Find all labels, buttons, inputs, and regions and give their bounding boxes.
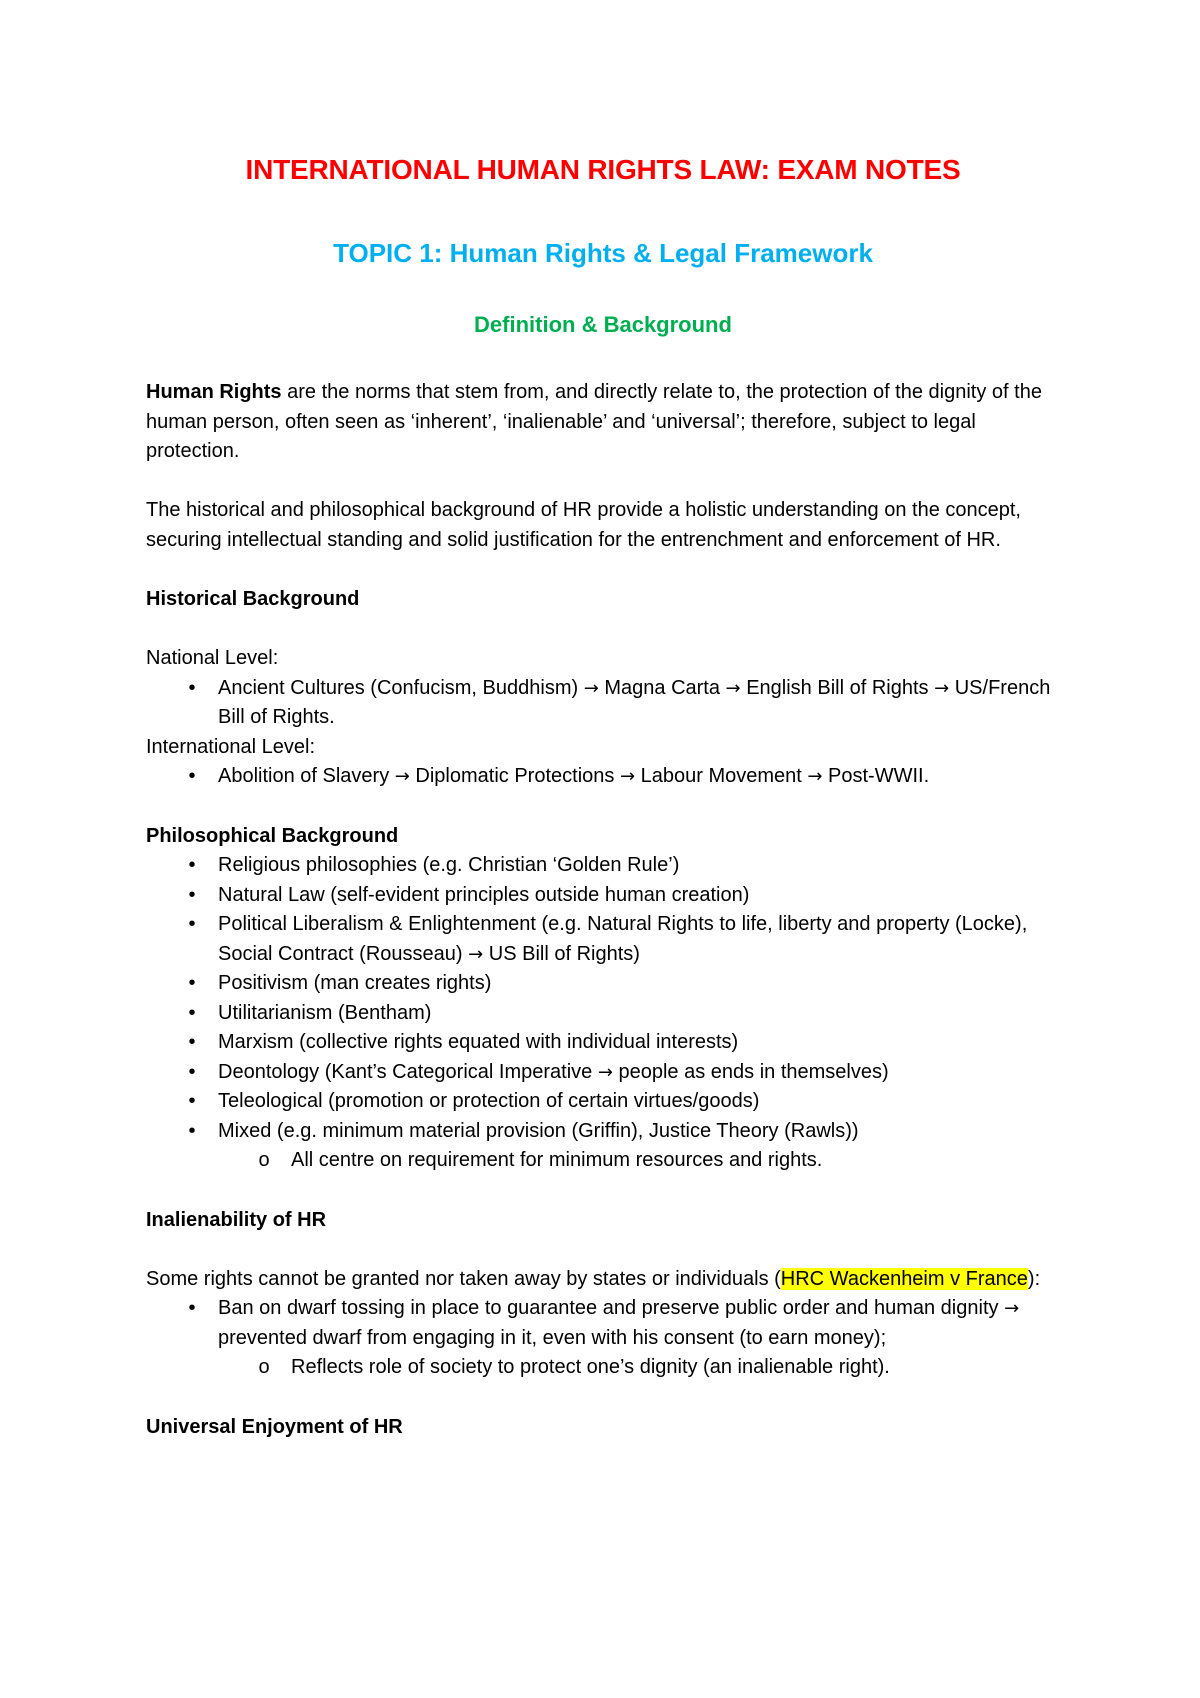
national-level-label: National Level: (146, 647, 279, 669)
bullet-icon: • (188, 1060, 196, 1083)
case-citation-highlight: HRC Wackenheim v France (780, 1267, 1028, 1290)
bullet-icon: • (188, 1297, 196, 1319)
sub-list (218, 1353, 1060, 1383)
document-title: INTERNATIONAL HUMAN RIGHTS LAW: EXAM NOTES (245, 154, 961, 185)
sub-list (218, 1146, 1060, 1176)
arrow-right-icon: → (583, 677, 599, 699)
arrow-right-icon: → (807, 766, 823, 787)
list-item: • Teleological (promotion or protection of certain virtues/goods) (218, 1087, 1060, 1117)
arrow-right-icon: → (394, 766, 410, 787)
bullet-icon: • (188, 676, 196, 699)
background-paragraph: The historical and philosophical background of HR provide a holistic understanding on the concept, securing intellectual standing and solid justification for the entrenchment and enforcement of HR. (146, 499, 1021, 551)
list-item: • Religious philosophies (e.g. Christian ‘Golden Rule’) (218, 851, 1060, 881)
list-item: • Deontology (Kant’s Categorical Imperative → people as ends in themselves) (218, 1058, 1060, 1088)
inalienability-heading: Inalienability of HR (146, 1208, 327, 1231)
historical-heading: Historical Background (146, 588, 360, 610)
list-item: • Political Liberalism & Enlightenment (e.g. Natural Rights to life, liberty and property (Locke), Social Contract (Rousseau) → US Bill of Rights) (218, 910, 1060, 969)
list-item: • Positivism (man creates rights) (218, 969, 1060, 999)
bullet-icon: • (188, 765, 196, 787)
bullet-icon: • (188, 1001, 196, 1024)
bullet-icon: • (188, 1031, 196, 1053)
definition-text: are the norms that stem from, and directly relate to, the protection of the dignity of the human person, often seen as ‘inherent’, ‘inalienable’ and ‘universal’; therefore, subject to legal protection. (146, 381, 1042, 462)
sub-list-item: o All centre on requirement for minimum resources and rights. (291, 1146, 1060, 1176)
international-level-label: International Level: (146, 735, 316, 758)
bullet-icon: • (188, 1119, 196, 1142)
list-item: • Abolition of Slavery → Diplomatic Protections → Labour Movement → Post-WWII. (218, 762, 1060, 792)
philosophical-list (146, 851, 1060, 1176)
arrow-right-icon: → (619, 766, 636, 787)
sub-bullet-icon: o (258, 1149, 270, 1171)
arrow-right-icon: → (934, 677, 950, 699)
definition-term: Human Rights (146, 381, 282, 403)
list-item: • Utilitarianism (Bentham) (218, 999, 1060, 1029)
arrow-right-icon: → (725, 677, 741, 699)
list-item: • Ancient Cultures (Confucism, Buddhism) → Magna Carta → English Bill of Rights → US/French Bill of Rights. (218, 674, 1060, 733)
bullet-icon: • (188, 854, 196, 876)
bullet-icon: • (188, 883, 196, 906)
arrow-right-icon: → (597, 1061, 613, 1083)
definition-paragraph (146, 378, 1060, 467)
section-heading: Definition & Background (474, 312, 732, 337)
sub-list-item: o Reflects role of society to protect one’s dignity (an inalienable right). (291, 1353, 1060, 1383)
list-item: • Mixed (e.g. minimum material provision (Griffin), Justice Theory (Rawls)) o All centre on requirement for minimum resources and rights. (218, 1117, 1060, 1176)
bullet-icon: • (188, 913, 196, 935)
bullet-icon: • (188, 1090, 196, 1112)
universal-heading: Universal Enjoyment of HR (146, 1415, 403, 1438)
inalienability-list (146, 1294, 1060, 1383)
list-item: • Natural Law (self-evident principles outside human creation) (218, 881, 1060, 911)
list-item: • Ban on dwarf tossing in place to guarantee and preserve public order and human dignity → prevented dwarf from engaging in it, even with his consent (to earn money); o Reflects role of society to protect one’s dignity (an inalienable right). (218, 1294, 1060, 1383)
arrow-right-icon: → (468, 943, 484, 965)
philosophical-heading: Philosophical Background (146, 824, 399, 847)
inalienability-intro: Some rights cannot be granted nor taken away by states or individuals (HRC Wackenheim v France): (146, 1267, 1041, 1290)
bullet-icon: • (188, 972, 196, 994)
international-level-list (146, 762, 1060, 792)
list-item: • Marxism (collective rights equated with individual interests) (218, 1028, 1060, 1058)
sub-bullet-icon: o (258, 1356, 270, 1378)
topic-heading: TOPIC 1: Human Rights & Legal Framework (333, 238, 873, 268)
national-level-list (146, 674, 1060, 733)
arrow-right-icon: → (1004, 1298, 1020, 1319)
